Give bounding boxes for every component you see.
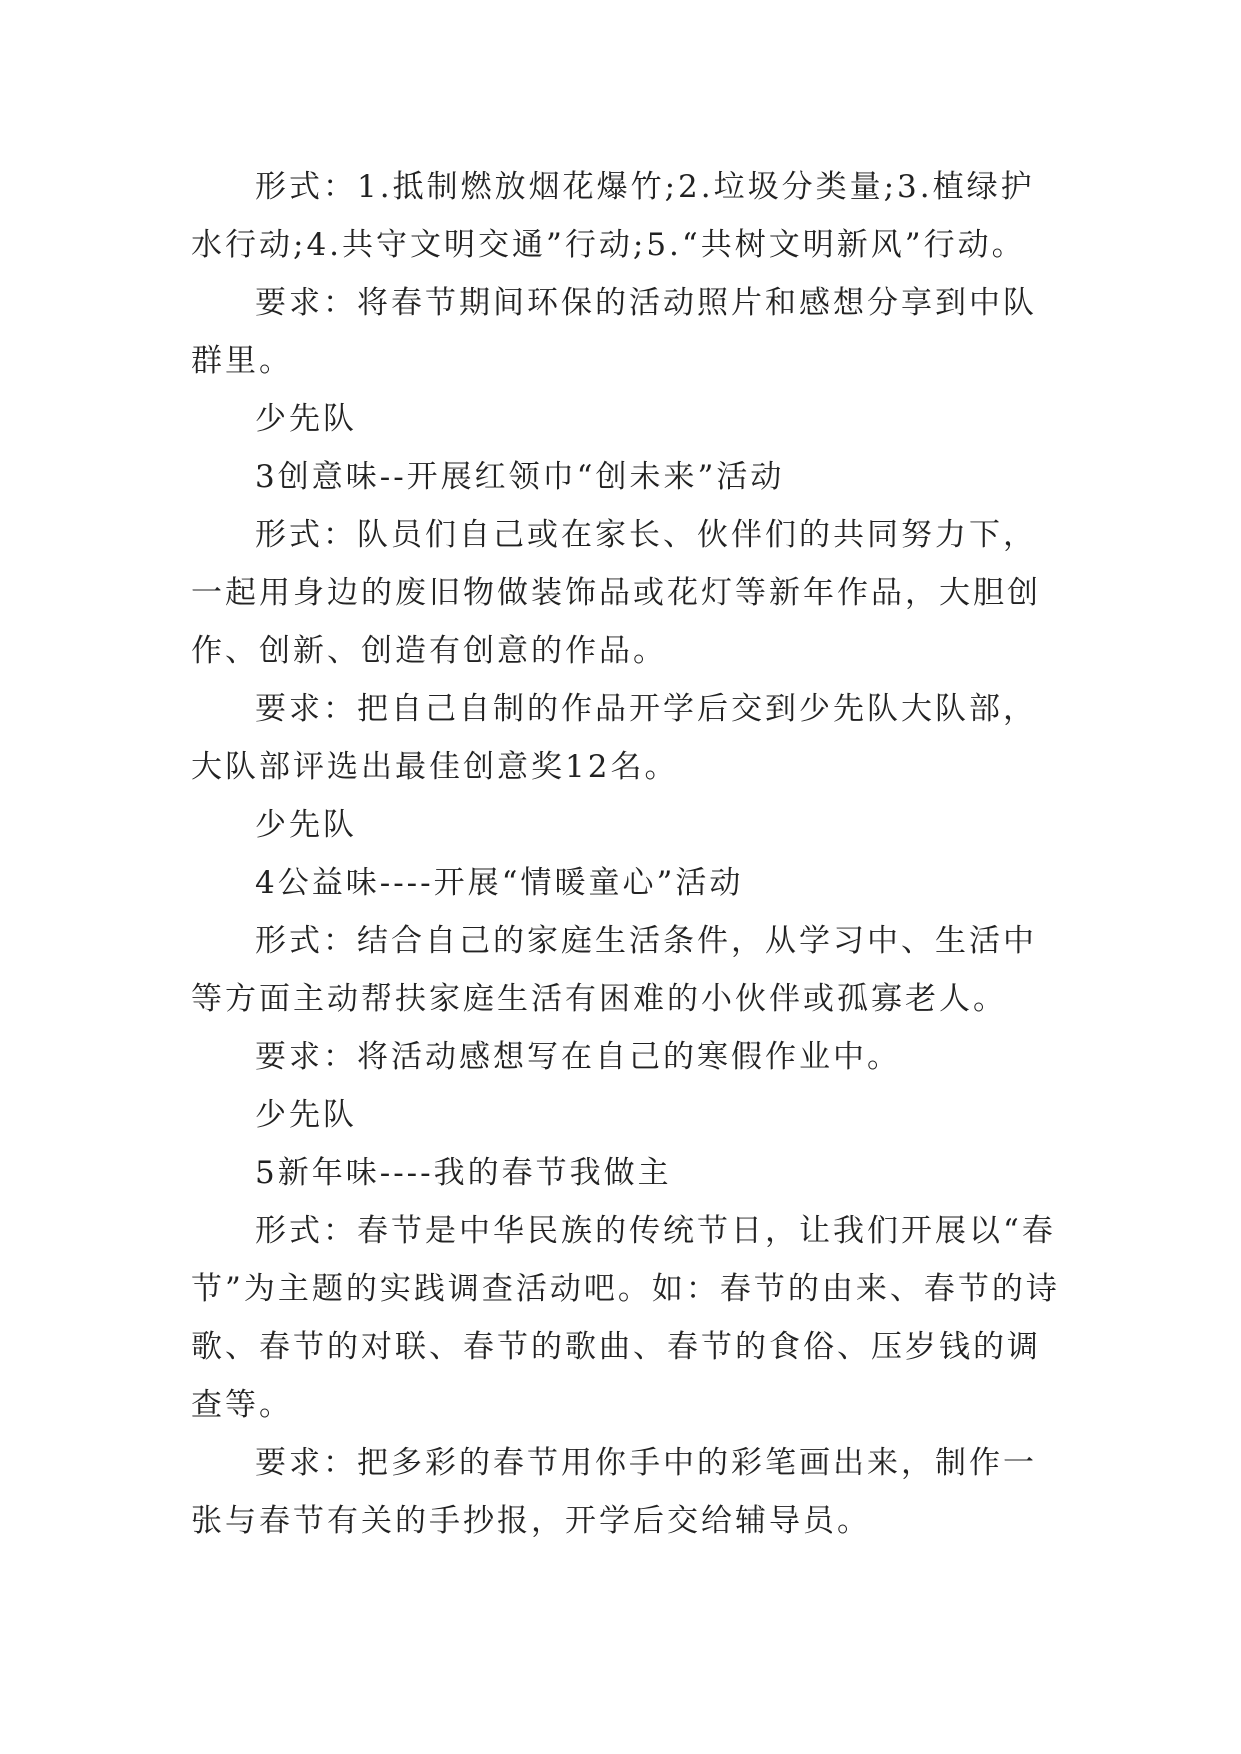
paragraph-requirement-5: 要求：把多彩的春节用你手中的彩笔画出来，制作一张与春节有关的手抄报，开学后交给辅导员。 xyxy=(191,1445,1037,1539)
paragraph-form-3: 形式：队员们自己或在家长、伙伴们的共同努力下，一起用身边的废旧物做装饰品或花灯等新年作品，大胆创作、创新、创造有创意的作品。 xyxy=(191,517,1041,669)
paragraph-form-5: 形式：春节是中华民族的传统节日，让我们开展以“春节”为主题的实践调查活动吧。如：春节的由来、春节的诗歌、春节的对联、春节的歌曲、春节的食俗、压岁钱的调查等。 xyxy=(191,1213,1060,1423)
section-heading-4: 4公益味----开展“情暖童心”活动 xyxy=(255,865,744,901)
paragraph-form-4: 形式：结合自己的家庭生活条件，从学习中、生活中等方面主动帮扶家庭生活有困难的小伙伴或孤寡老人。 xyxy=(191,923,1037,1017)
paragraph-org-1: 少先队 xyxy=(255,401,357,437)
paragraph-requirement-1: 要求：将春节期间环保的活动照片和感想分享到中队群里。 xyxy=(191,285,1037,379)
section-heading-5: 5新年味----我的春节我做主 xyxy=(255,1155,672,1191)
paragraph-org-2: 少先队 xyxy=(255,807,357,843)
paragraph-requirement-3: 要求：把自己自制的作品开学后交到少先队大队部，大队部评选出最佳创意奖12名。 xyxy=(191,691,1037,785)
paragraph-form-1: 形式：1.抵制燃放烟花爆竹;2.垃圾分类量;3.植绿护水行动;4.共守文明交通”行动;5.“共树文明新风”行动。 xyxy=(191,169,1035,263)
section-heading-3: 3创意味--开展红领巾“创未来”活动 xyxy=(255,459,785,495)
paragraph-requirement-4: 要求：将活动感想写在自己的寒假作业中。 xyxy=(255,1039,901,1075)
document-body xyxy=(191,158,1067,1550)
paragraph-org-3: 少先队 xyxy=(255,1097,357,1133)
